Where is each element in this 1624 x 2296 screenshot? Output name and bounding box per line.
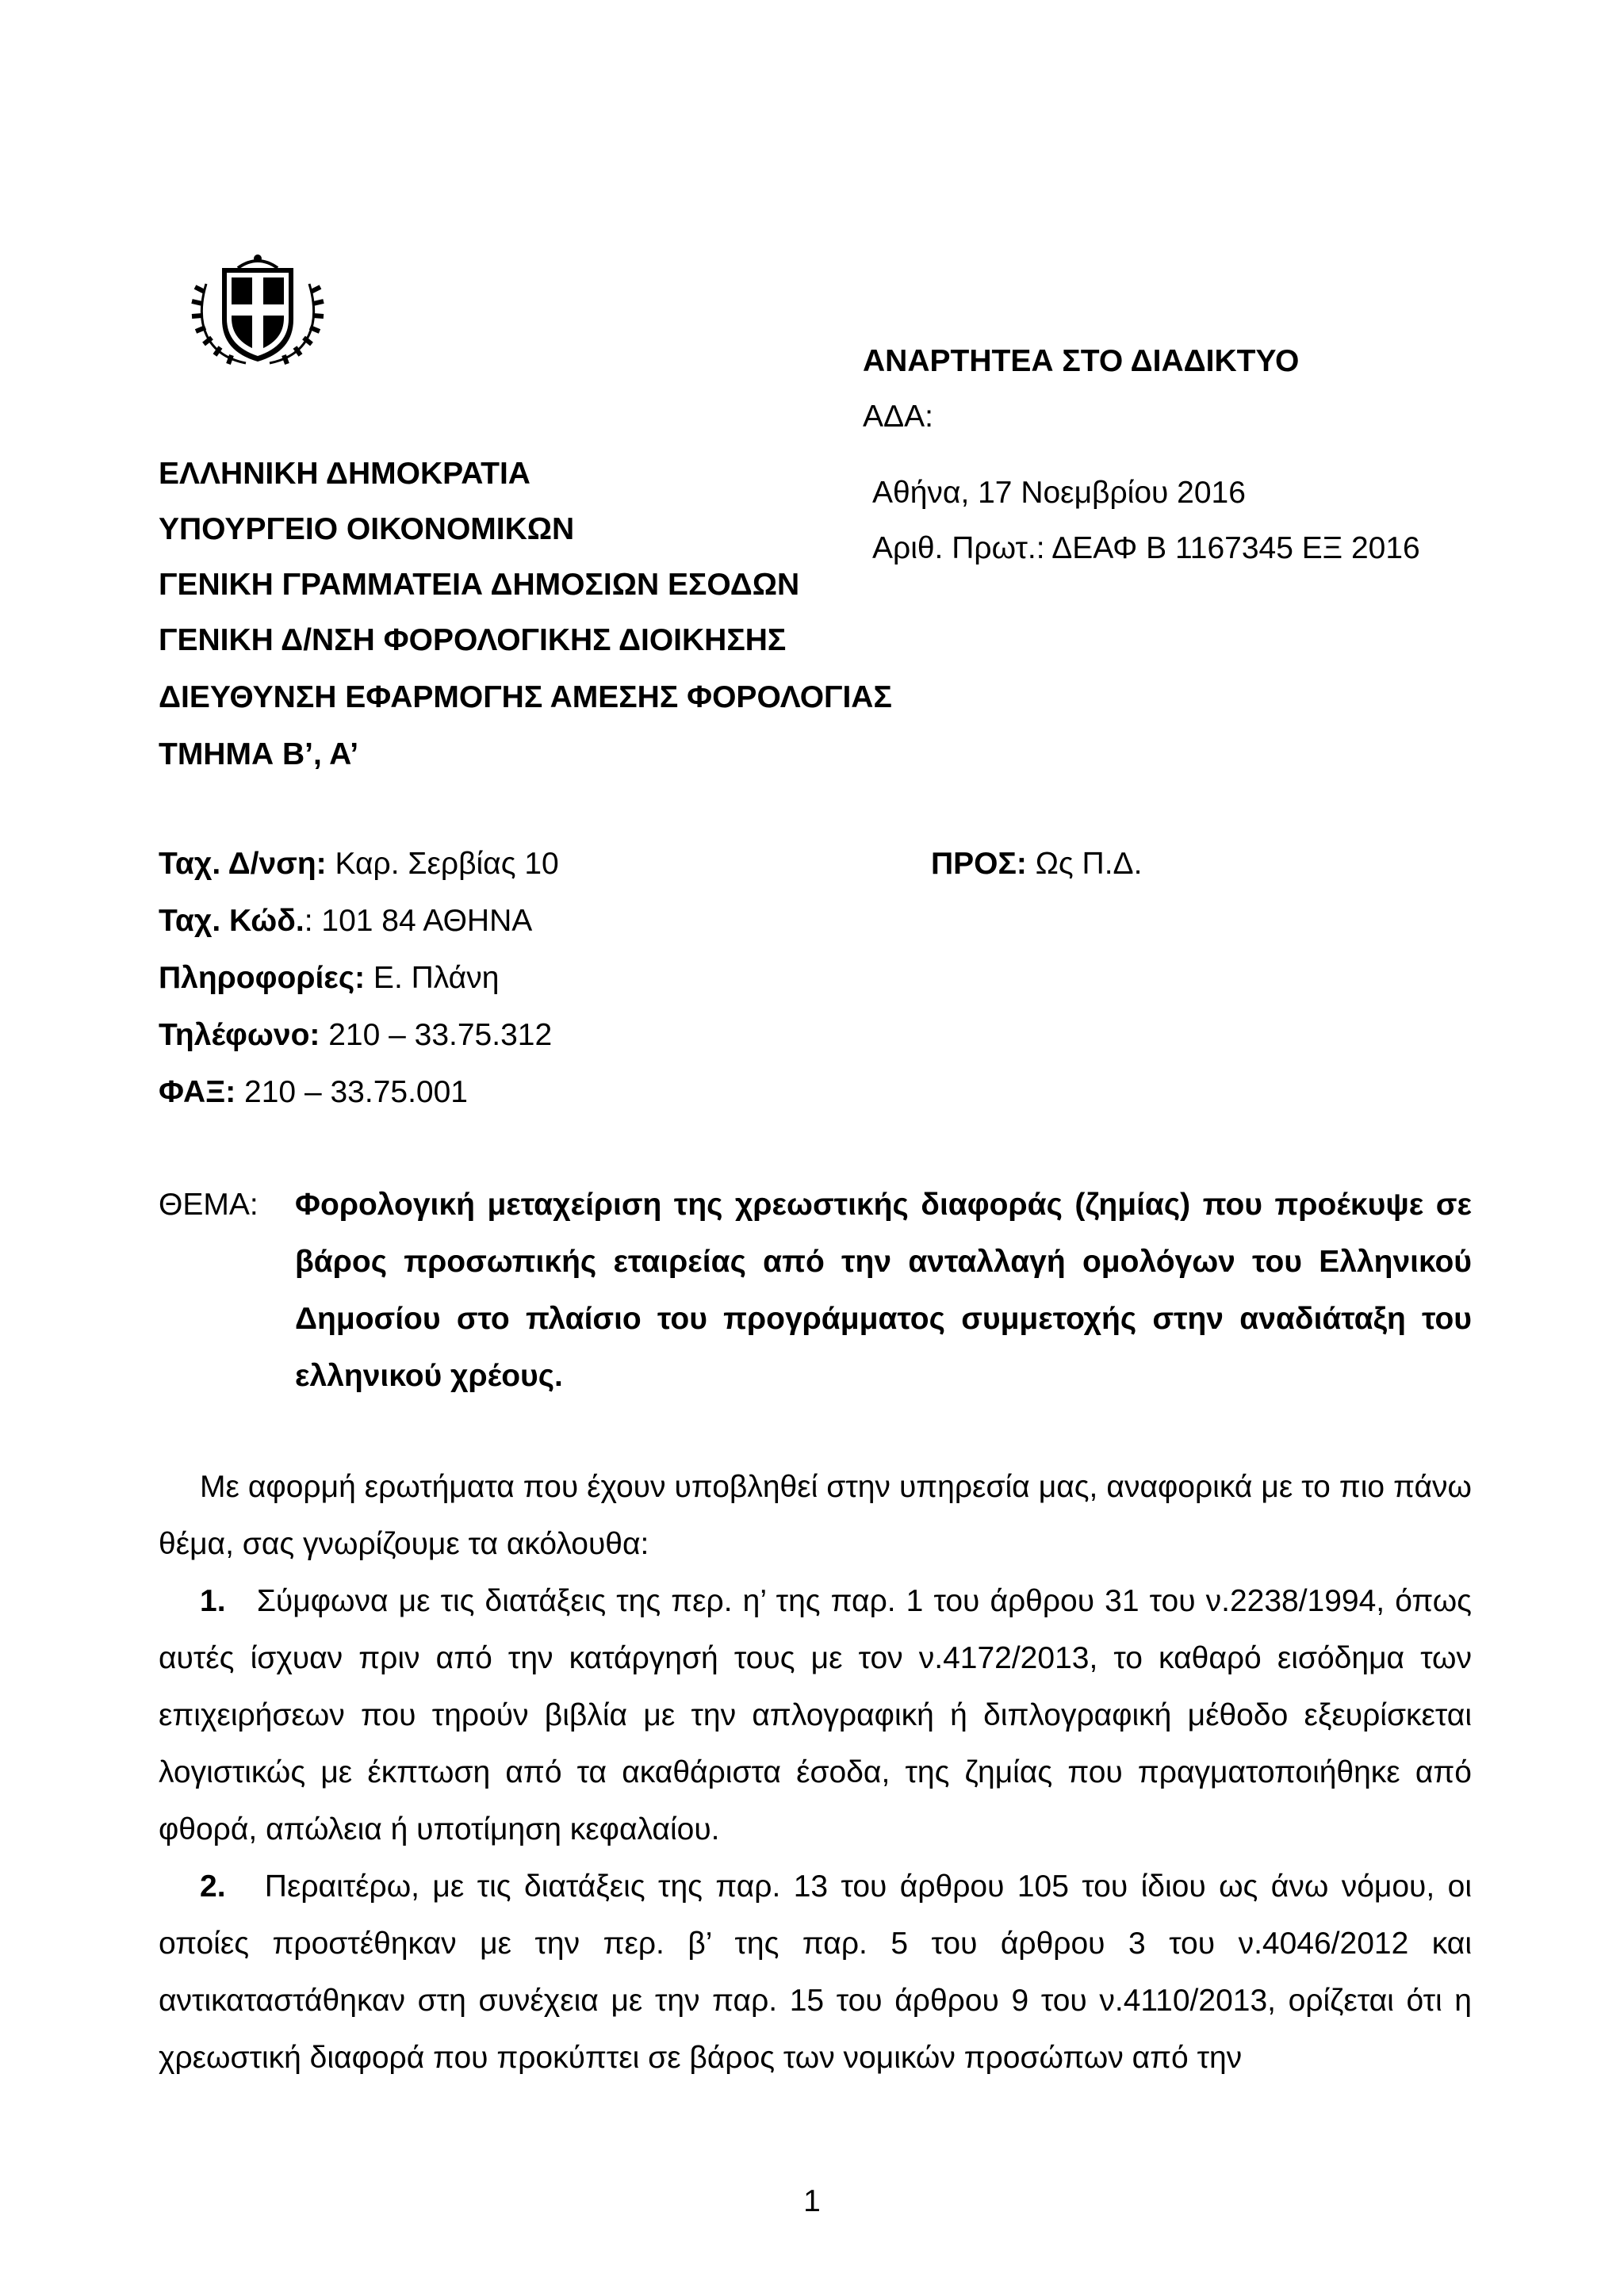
authority-line-2: ΥΠΟΥΡΓΕΙΟ ΟΙΚΟΝΟΜΙΚΩΝ (159, 512, 575, 546)
ada-label: ΑΔΑ: (863, 400, 933, 434)
page-number: 1 (803, 2184, 821, 2218)
contact-fax (159, 1073, 468, 1112)
authority-line-5: ΔΙΕΥΘΥΝΣΗ ΕΦΑΡΜΟΓΗΣ ΑΜΕΣΗΣ ΦΟΡΟΛΟΓΙΑΣ (159, 680, 892, 714)
phone-label: Τηλέφωνο: (159, 1018, 320, 1052)
fax-label: ΦΑΞ: (159, 1075, 236, 1109)
intro-paragraph (159, 1459, 1472, 1573)
paragraph-1-text: Σύμφωνα με τις διατάξεις της περ. η’ της παρ. 1 του άρθρου 31 του ν.2238/1994, όπως αυτές ίσχυαν πριν από την κατάργησή τους με τον ν.4172/2013, το καθαρό εισόδημα των επιχειρήσεων που τηρούν βιβλία με την απλογραφική ή διπλογραφική μέθοδο εξευρίσκεται λογιστικώς με έκπτωση από τα ακαθάριστα έσοδα, της ζημίας που πραγματοποιήθηκε από φθορά, απώλεια ή υποτίμηση κεφαλαίου. (159, 1584, 1472, 1846)
authority-line-6: ΤΜΗΜΑ Β’, Α’ (159, 737, 359, 771)
info-label: Πληροφορίες: (159, 961, 366, 995)
recipient (931, 845, 1142, 883)
intro-text: Με αφορμή ερωτήματα που έχουν υποβληθεί στην υπηρεσία μας, αναφορικά με το πιο πάνω θέμα, σας γνωρίζουμε τα ακόλουθα: (159, 1470, 1472, 1561)
protocol-number: Αριθ. Πρωτ.: ΔΕΑΦ Β 1167345 ΕΞ 2016 (872, 531, 1420, 565)
address-label: Ταχ. Δ/νση: (159, 847, 327, 881)
authority-line-4: ΓΕΝΙΚΗ Δ/ΝΣΗ ΦΟΡΟΛΟΓΙΚΗΣ ΔΙΟΙΚΗΣΗΣ (159, 623, 787, 657)
phone-value: 210 – 33.75.312 (320, 1018, 553, 1052)
recipient-label: ΠΡΟΣ: (931, 847, 1027, 881)
contact-postcode (159, 902, 532, 940)
paragraph-1-number: 1. (200, 1584, 226, 1618)
paragraph-2 (159, 1858, 1472, 2087)
publish-note: ΑΝΑΡΤΗΤΕΑ ΣΤΟ ΔΙΑΔΙΚΤΥΟ (863, 344, 1300, 378)
paragraph-1 (159, 1573, 1472, 1858)
postcode-value: : 101 84 ΑΘΗΝΑ (304, 904, 533, 938)
address-value: Καρ. Σερβίας 10 (326, 847, 559, 881)
contact-address (159, 845, 559, 883)
subject-text: Φορολογική μεταχείριση της χρεωστικής διαφοράς (ζημίας) που προέκυψε σε βάρος προσωπικής εταιρείας από την ανταλλαγή ομολόγων του Ελληνικού Δημοσίου στο πλαίσιο του προγράμματος συμμετοχής στην αναδιάταξη του ελληνικού χρέους. (295, 1188, 1472, 1393)
authority-line-3: ΓΕΝΙΚΗ ΓΡΑΜΜΑΤΕΙΑ ΔΗΜΟΣΙΩΝ ΕΣΟΔΩΝ (159, 568, 800, 602)
fax-value: 210 – 33.75.001 (236, 1075, 468, 1109)
coat-of-arms-emblem (190, 252, 325, 371)
subject-label: ΘΕΜΑ: (159, 1188, 259, 1222)
place-date: Αθήνα, 17 Νοεμβρίου 2016 (872, 476, 1246, 510)
info-value: Ε. Πλάνη (365, 961, 500, 995)
postcode-label: Ταχ. Κώδ. (159, 904, 304, 938)
contact-info (159, 959, 499, 997)
authority-line-1: ΕΛΛΗΝΙΚΗ ΔΗΜΟΚΡΑΤΙΑ (159, 457, 530, 491)
paragraph-2-number: 2. (200, 1869, 226, 1904)
contact-phone (159, 1016, 552, 1054)
recipient-value: Ως Π.Δ. (1026, 847, 1143, 881)
paragraph-2-text: Περαιτέρω, με τις διατάξεις της παρ. 13 του άρθρου 105 του ίδιου ως άνω νόμου, οι οποίες προστέθηκαν με την περ. β’ της παρ. 5 του άρθρου 3 του ν.4046/2012 και αντικαταστάθηκαν στη συνέχεια με την παρ. 15 του άρθρου 9 του ν.4110/2013, ορίζεται ότι η χρεωστική διαφορά που προκύπτει σε βάρος των νομικών προσώπων από την (159, 1869, 1472, 2075)
